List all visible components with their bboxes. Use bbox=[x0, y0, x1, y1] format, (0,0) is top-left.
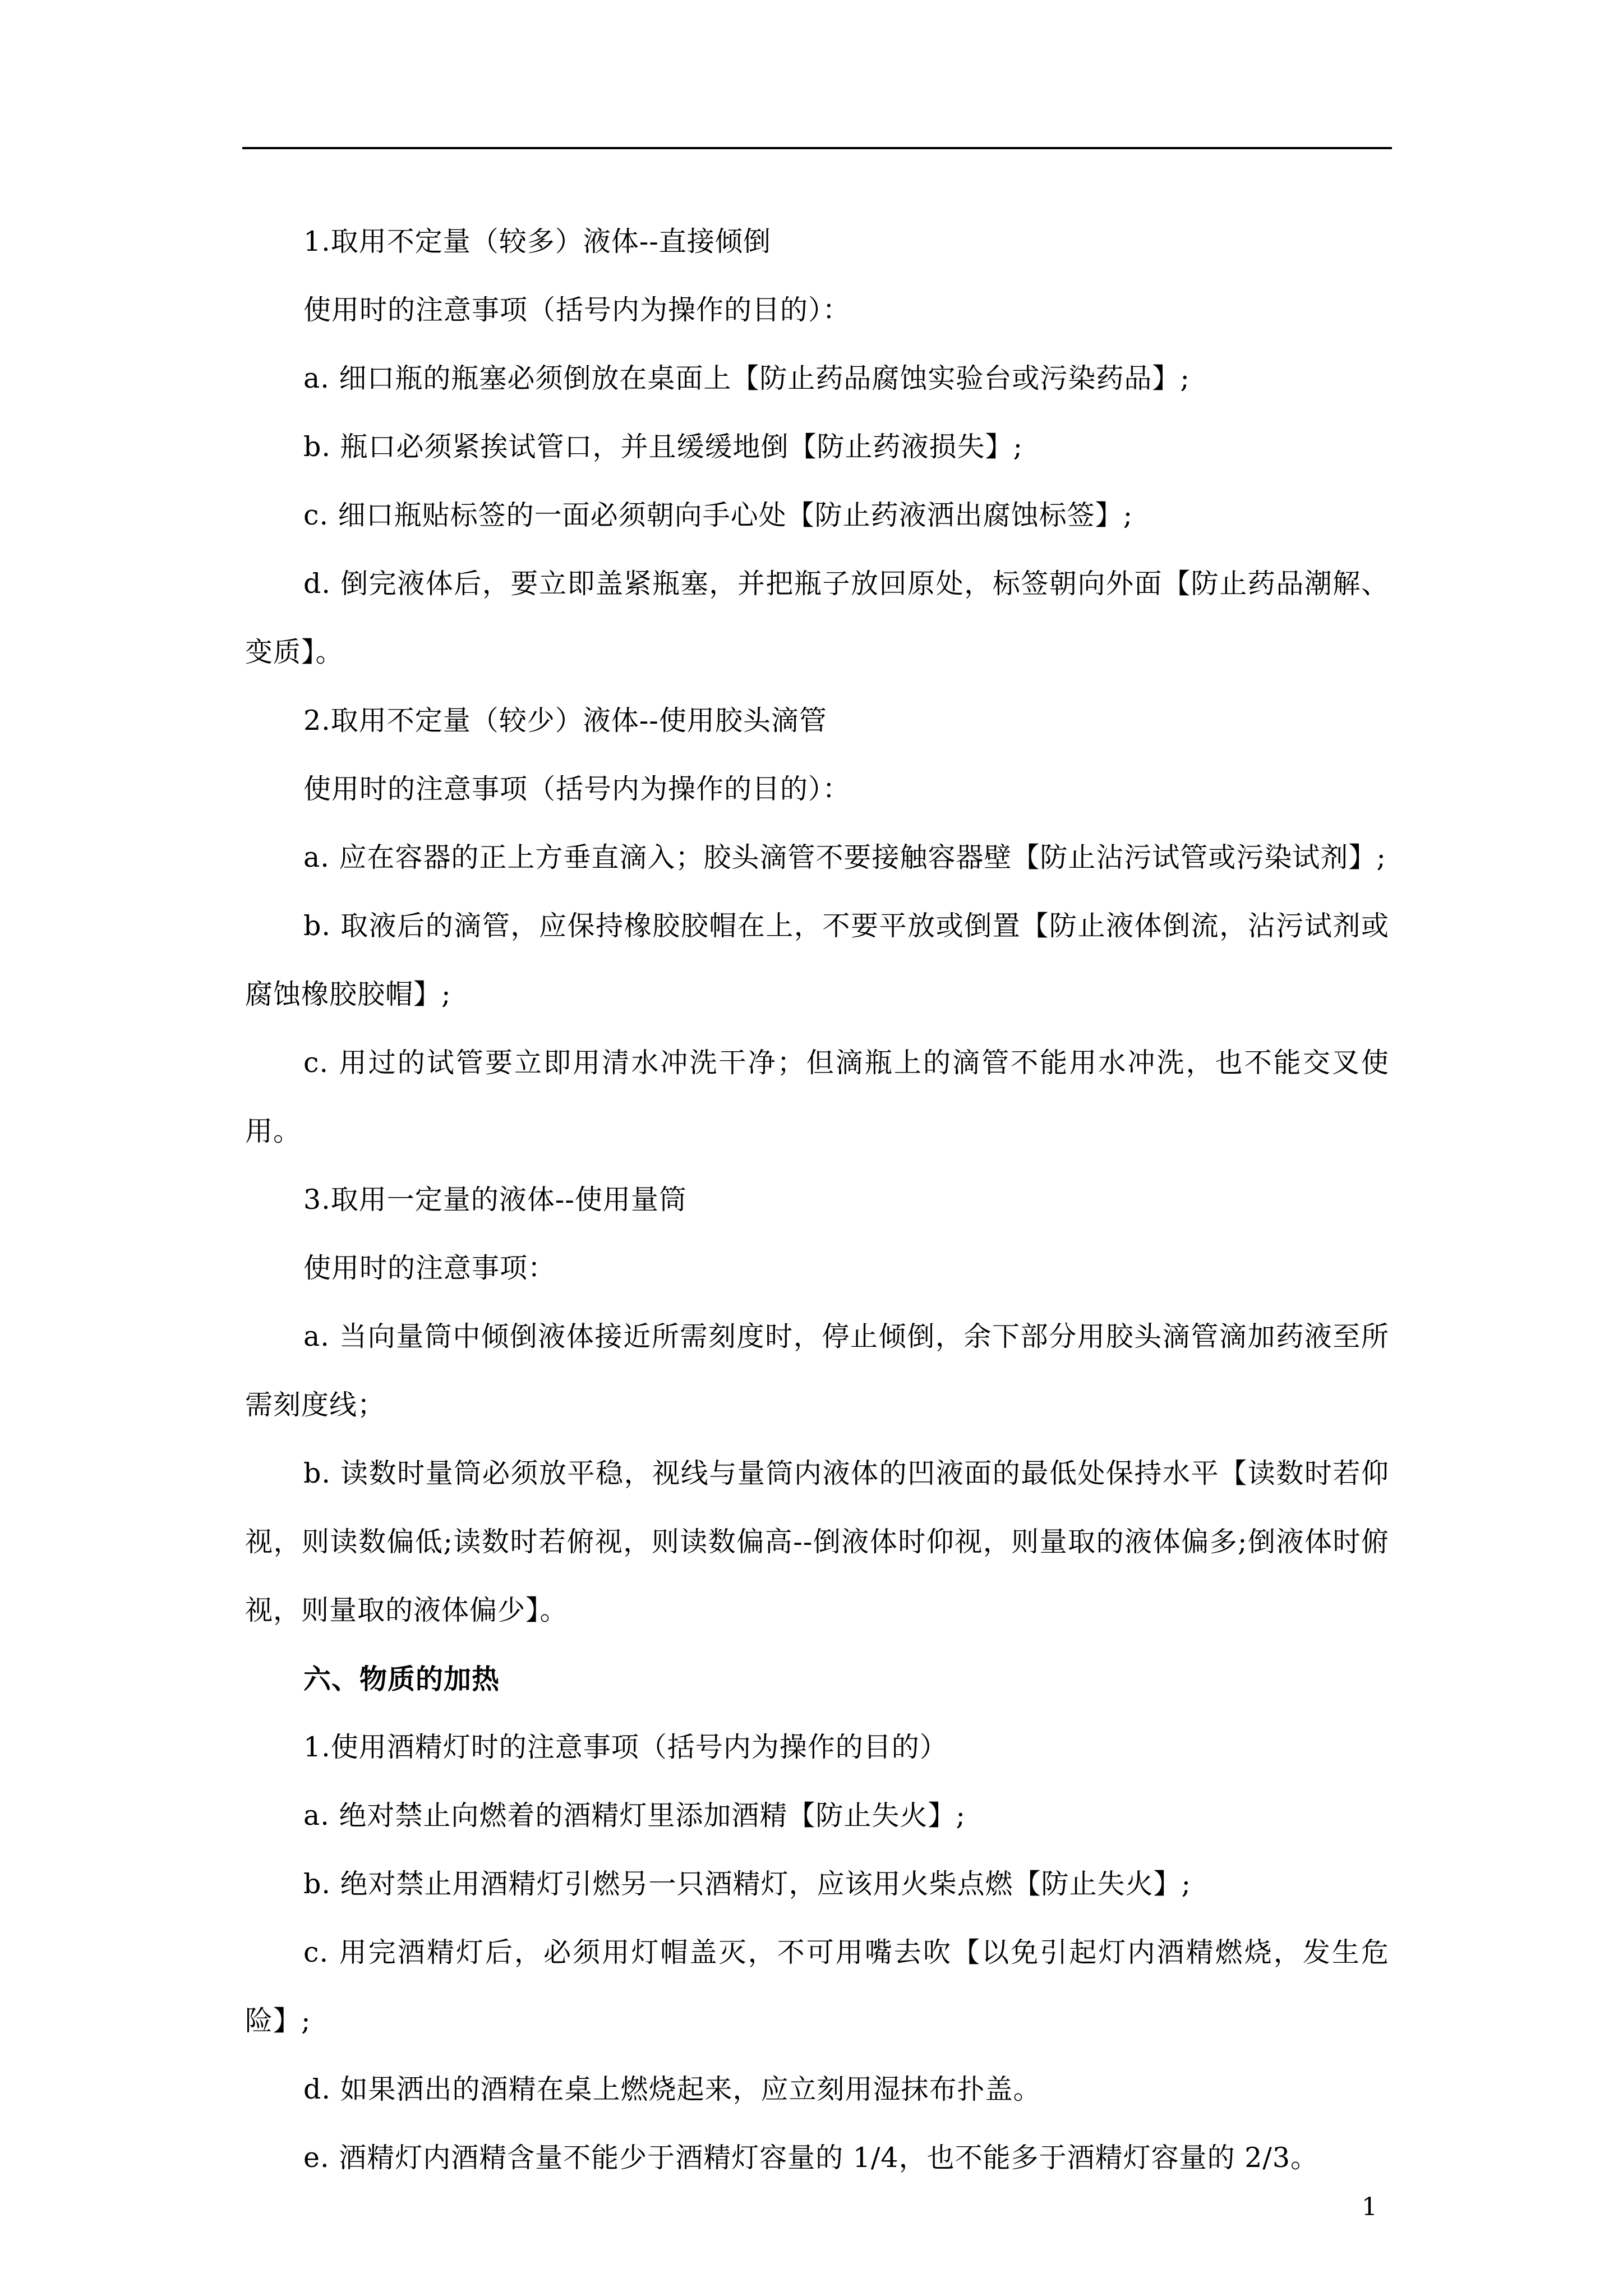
list-item-a: a. 应在容器的正上方垂直滴入；胶头滴管不要接触容器壁【防止沾污试管或污染试剂】; bbox=[303, 841, 1386, 873]
section-heading-alcohol-lamp: 1.使用酒精灯时的注意事项（括号内为操作的目的） bbox=[303, 1731, 948, 1763]
list-item-c: c. 用完酒精灯后，必须用灯帽盖灭，不可用嘴去吹【以免引起灯内酒精燃烧，发生危险】; bbox=[245, 1936, 1389, 2037]
page-number: 1 bbox=[1362, 2193, 1377, 2221]
list-item-c: c. 细口瓶贴标签的一面必须朝向手心处【防止药液洒出腐蚀标签】; bbox=[303, 499, 1133, 531]
document-body bbox=[245, 208, 1389, 2192]
list-item-b: b. 瓶口必须紧挨试管口，并且缓缓地倒【防止药液损失】; bbox=[303, 431, 1023, 463]
list-item-a: a. 当向量筒中倾倒液体接近所需刻度时，停止倾倒，余下部分用胶头滴管滴加药液至所需刻度线； bbox=[245, 1320, 1389, 1421]
list-item-d: d. 如果洒出的酒精在桌上燃烧起来，应立刻用湿抹布扑盖。 bbox=[303, 2073, 1041, 2105]
precautions-intro: 使用时的注意事项： bbox=[303, 1252, 556, 1284]
precautions-intro: 使用时的注意事项（括号内为操作的目的）： bbox=[303, 773, 851, 805]
list-item-b: b. 取液后的滴管，应保持橡胶胶帽在上，不要平放或倒置【防止液体倒流，沾污试剂或腐蚀橡胶胶帽】; bbox=[245, 910, 1389, 1010]
list-item-d: d. 倒完液体后，要立即盖紧瓶塞，并把瓶子放回原处，标签朝向外面【防止药品潮解、变质】。 bbox=[245, 568, 1389, 668]
list-item-b: b. 读数时量筒必须放平稳，视线与量筒内液体的凹液面的最低处保持水平【读数时若仰视，则读数偏低;读数时若俯视，则读数偏高--倒液体时仰视，则量取的液体偏多;倒液体时俯视，则量取的液体偏少】。 bbox=[245, 1457, 1389, 1626]
precautions-intro: 使用时的注意事项（括号内为操作的目的）： bbox=[303, 294, 851, 326]
list-item-c: c. 用过的试管要立即用清水冲洗干净；但滴瓶上的滴管不能用水冲洗，也不能交叉使用。 bbox=[245, 1047, 1389, 1147]
list-item-a: a. 绝对禁止向燃着的酒精灯里添加酒精【防止失火】; bbox=[303, 1800, 966, 1832]
list-item-a: a. 细口瓶的瓶塞必须倒放在桌面上【防止药品腐蚀实验台或污染药品】; bbox=[303, 362, 1190, 394]
section-heading-liquid-pouring: 1.取用不定量（较多）液体--直接倾倒 bbox=[303, 226, 771, 257]
list-item-b: b. 绝对禁止用酒精灯引燃另一只酒精灯，应该用火柴点燃【防止失火】; bbox=[303, 1868, 1192, 1900]
header-rule bbox=[242, 147, 1392, 149]
section-heading-dropper: 2.取用不定量（较少）液体--使用胶头滴管 bbox=[303, 705, 827, 737]
chapter-heading-heating: 六、物质的加热 bbox=[303, 1663, 500, 1695]
list-item-e: e. 酒精灯内酒精含量不能少于酒精灯容量的 1/4，也不能多于酒精灯容量的 2/3。 bbox=[303, 2142, 1319, 2174]
section-heading-graduated-cylinder: 3.取用一定量的液体--使用量筒 bbox=[303, 1184, 687, 1216]
